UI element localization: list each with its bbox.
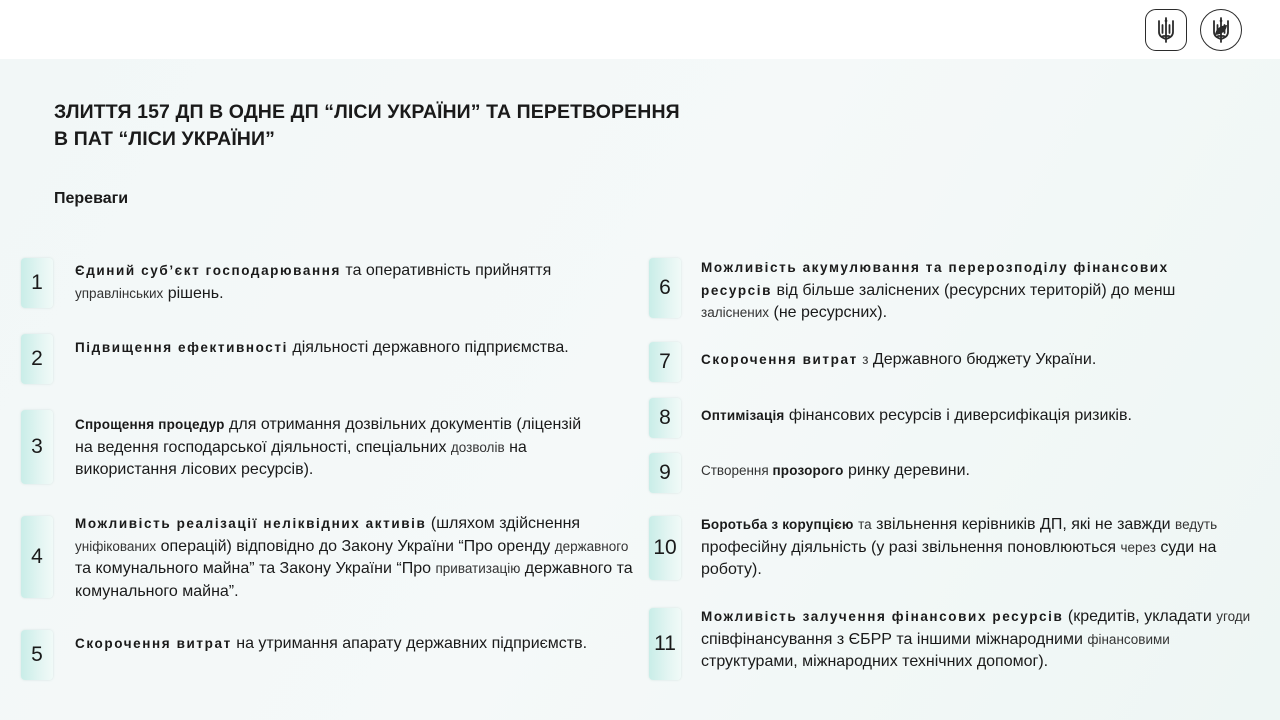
item-number-5: 5 [21,630,53,680]
item-number-8: 8 [649,398,681,438]
item-number-1: 1 [21,258,53,308]
item-number-7: 7 [649,342,681,382]
trident-leaf-emblem-icon [1200,9,1242,51]
item-number-4: 4 [21,516,53,598]
title-line-2: В ПАТ “ЛІСИ УКРАЇНИ” [54,128,275,150]
section-subtitle: Переваги [54,190,129,207]
item-number-11: 11 [649,608,681,680]
item-number-10: 10 [649,516,681,580]
item-text-7: Скорочення витрат з Державного бюджету України. [701,351,1097,368]
item-text-10: Боротьба з корупцією та звільнення керівників ДП, які не завжди ведуть професійну діяльність (у разі звільнення поновлюються через суди на роботу). [701,516,1218,578]
item-number-3: 3 [21,410,53,484]
item-text-1: Єдиний суб’єкт господарювання та оперативність прийняття управлінських рішень. [75,262,552,302]
item-text-3: Спрощення процедур для отримання дозвільних документів (ліцензій на ведення господарської діяльності, спеціальних дозволів на використання лісових ресурсів). [75,416,582,478]
item-text-4: Можливість реалізації неліквідних активів (шляхом здійснення уніфікованих операцій) відповідно до Закону України “Про оренду державного та комунального майна” та Закону України “Про приватизацію державного та комунального майна”. [75,515,633,600]
leaf-icon [1214,24,1228,36]
item-number-9: 9 [649,453,681,493]
item-text-5: Скорочення витрат на утримання апарату державних підприємств. [75,635,588,652]
item-text-11: Можливість залучення фінансових ресурсів (кредитів, укладати угоди співфінансування з ЄБРР та іншими міжнародними фінансовими структурами, міжнародних технічних допомог). [701,608,1251,670]
top-bar [0,0,1280,59]
item-text-8: Оптимізація фінансових ресурсів і диверсифікація ризиків. [701,407,1132,424]
item-number-6: 6 [649,258,681,318]
item-text-9: Створення прозорого ринку деревини. [701,462,970,479]
item-text-6: Можливість акумулювання та перерозподілу фінансових ресурсів від більше заліснених (ресурсних територій) до менш заліснених (не ресурсних). [701,260,1176,321]
item-number-2: 2 [21,334,53,384]
title-line-1: ЗЛИТТЯ 157 ДП В ОДНЕ ДП “ЛІСИ УКРАЇНИ” ТА ПЕРЕТВОРЕННЯ [54,101,680,123]
item-text-2: Підвищення ефективності діяльності державного підприємства. [75,339,569,356]
page-title [54,99,774,153]
trident-emblem-icon [1145,9,1187,51]
